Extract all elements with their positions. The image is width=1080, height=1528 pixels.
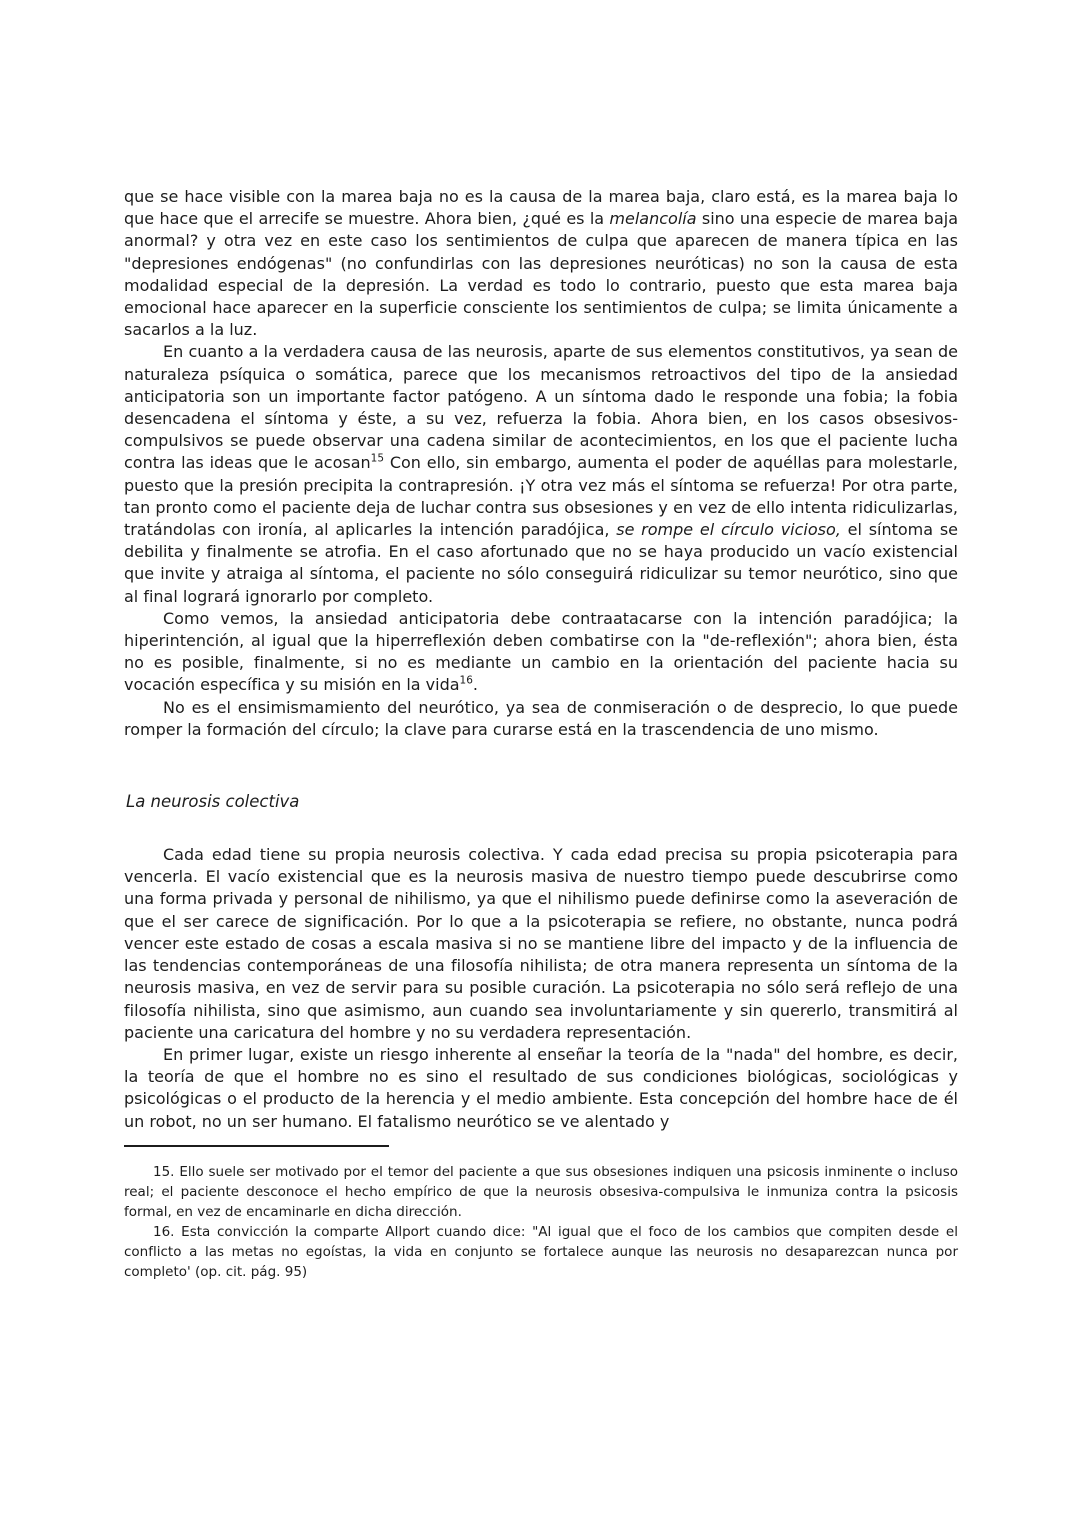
footnote: 16. Esta convicción la comparte Allport cuando dice: "Al igual que el foco de los cambios que compiten desde el conflicto a las metas no egoístas, la vida en conjunto se fortalece aunque las neurosis no desaparezcan nunca por completo' (op. cit. pág. 95) xyxy=(124,1223,958,1280)
italic-phrase: se rompe el círculo vicioso, xyxy=(616,520,841,540)
footnote-ref-15: 15 xyxy=(370,453,385,466)
paragraph-text: el síntoma se debilita y finalmente se atrofia. En el caso afortunado que no se haya producido un vacío existencial que invite y atraiga al síntoma, el paciente no sólo conseguirá ridiculizar su temor neurótico, sino que al final logrará ignorarlo por completo. xyxy=(124,520,959,606)
footnote: 15. Ello suele ser motivado por el temor del paciente a que sus obsesiones indiquen una psicosis inminente o incluso real; el paciente desconoce el hecho empírico de que la neurosis obsesiva-compulsiva le inmuniza contra la psicosis formal, en vez de encaminarle en dicha dirección. xyxy=(124,1163,958,1220)
paragraph-text: Con ello, sin embargo, aumenta el poder de aquéllas para molestarle, puesto que la presión precipita la contrapresión. ¡Y otra vez más el síntoma se refuerza! Por otra parte, tan pronto como el paciente deja de luchar contra sus obsesiones y en vez de ello intenta ridiculizarlas, tratándolas con ironía, al aplicarles la intención paradójica, xyxy=(124,453,958,540)
body-paragraph xyxy=(124,844,958,1044)
paragraph-text: . xyxy=(472,675,478,695)
body-paragraph xyxy=(124,186,958,341)
paragraph-text: En cuanto a la verdadera causa de las neurosis, aparte de sus elementos constitutivos, ya sean de naturaleza psíquica o somática, parece que los mecanismos retroactivos del tipo de la ansiedad anticipatoria son un importante factor patógeno. A un síntoma dado le responde una fobia; la fobia desencadena el síntoma y éste, a su vez, refuerza la fobia. Ahora bien, en los casos obsesivos-compulsivos se puede observar una cadena similar de acontecimientos, en los que el paciente lucha contra las ideas que le acosan xyxy=(124,342,958,473)
body-paragraph xyxy=(124,341,958,607)
paragraph-text: Como vemos, la ansiedad anticipatoria debe contraatacarse con la intención paradójica; la hiperintención, al igual que la hiperreflexión deben combatirse con la "de-reflexión"; ahora bien, ésta no es posible, finalmente, si no es mediante un cambio en la orientación del paciente hacia su vocación específica y su misión en la vida xyxy=(124,608,958,695)
paragraph-text: sino una especie de marea baja anormal? y otra vez en este caso los sentimientos de culpa que aparecen de manera típica en las "depresiones endógenas" (no confundirlas con las depresiones neuróticas) no son la causa de esta modalidad especial de la depresión. La verdad es todo lo contrario, puesto que esta marea baja emocional hace aparecer en la superficie consciente los sentimientos de culpa; se limita únicamente a sacarlos a la luz. xyxy=(124,209,958,340)
body-paragraph xyxy=(124,608,958,697)
body-paragraph xyxy=(124,697,958,741)
footnote-separator xyxy=(124,1145,389,1147)
paragraph-text: En primer lugar, existe un riesgo inherente al enseñar la teoría de la "nada" del hombre, es decir, la teoría de que el hombre no es sino el resultado de sus condiciones biológicas, sociológicas y psicológicas o el producto de la herencia y el medio ambiente. Esta concepción del hombre hace de él un robot, no un ser humano. El fatalismo neurótico se ve alentado y xyxy=(124,1044,958,1131)
paragraph-text: Cada edad tiene su propia neurosis colectiva. Y cada edad precisa su propia psicoterapia para vencerla. El vacío existencial que es la neurosis masiva de nuestro tiempo puede descubrirse como una forma privada y personal de nihilismo, ya que el nihilismo puede definirse como la aseveración de que el ser carece de significación. Por lo que a la psicoterapia se refiere, no obstante, nunca podrá vencer este estado de cosas a escala masiva si no se mantiene libre del impacto y de la influencia de las tendencias contemporáneas de una filosofía nihilista; de otra manera representa un síntoma de la neurosis masiva, en vez de servir para su posible curación. La psicoterapia no sólo será reflejo de una filosofía nihilista, sino que asimismo, aun cuando sea involuntariamente y sin quererlo, transmitirá al paciente una caricatura del hombre y no su verdadera representación. xyxy=(124,845,958,1042)
paragraph-text: que se hace visible con la marea baja no es la causa de la marea baja, claro está, es la marea baja lo que hace que el arrecife se muestre. Ahora bien, ¿qué es la xyxy=(124,187,958,229)
section-heading: La neurosis colectiva xyxy=(126,792,300,812)
footnote-ref-16: 16 xyxy=(459,675,473,688)
footnotes-section xyxy=(124,1162,958,1282)
body-paragraph xyxy=(124,1044,958,1133)
italic-term: melancolía xyxy=(609,209,697,229)
paragraph-text: No es el ensimismamiento del neurótico, ya sea de conmiseración o de desprecio, lo que puede romper la formación del círculo; la clave para curarse está en la trascendencia de uno mismo. xyxy=(124,697,958,739)
